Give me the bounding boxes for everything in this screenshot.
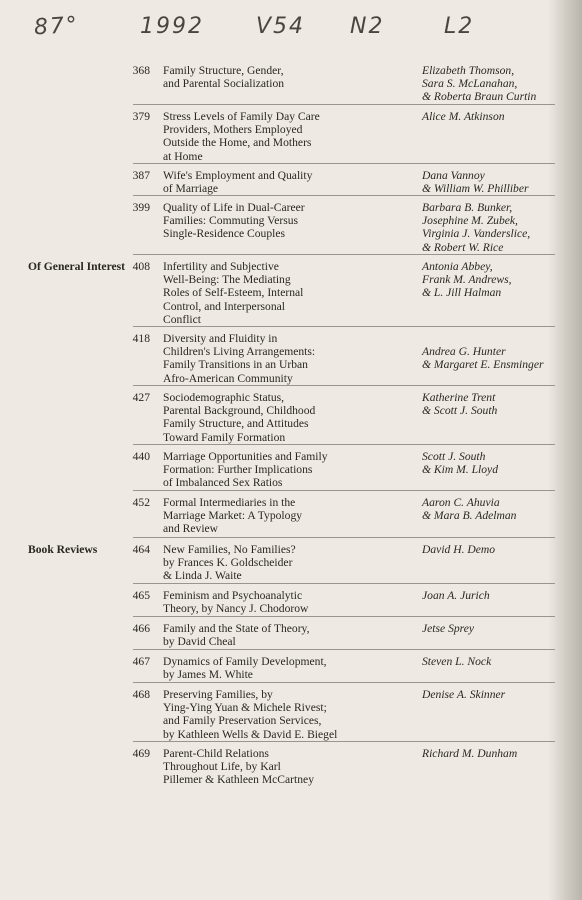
author-line: Richard M. Dunham (422, 747, 518, 760)
author-line: Dana Vannoy (422, 169, 485, 182)
article-authors (422, 622, 582, 635)
title-line: Conflict (163, 312, 201, 326)
title-line: Formal Intermediaries in the (163, 496, 296, 509)
author-line: David H. Demo (422, 543, 496, 556)
title-line: by Kathleen Wells & David E. Biegel (163, 727, 338, 741)
article-authors (422, 496, 582, 522)
page-number: 399 (132, 201, 150, 214)
page-number: 440 (132, 450, 150, 463)
title-line: of Imbalanced Sex Ratios (163, 476, 283, 490)
article-title (163, 622, 418, 648)
article-title (163, 747, 418, 787)
title-line: Preserving Families, by (163, 688, 273, 701)
article-authors (422, 169, 582, 195)
article-title (163, 543, 418, 583)
author-line: & Scott J. South (422, 404, 498, 418)
article-title (163, 332, 418, 385)
article-title (163, 391, 418, 444)
page-number: 408 (132, 260, 150, 273)
article-title (163, 169, 418, 195)
entry-divider (133, 490, 555, 491)
entry-divider (133, 583, 555, 584)
title-line: and Family Preservation Services, (163, 714, 322, 728)
article-title (163, 655, 418, 681)
title-line: Marriage Opportunities and Family (163, 450, 328, 463)
article-authors (422, 747, 582, 760)
title-line: Providers, Mothers Employed (163, 123, 303, 137)
page-number: 387 (132, 169, 150, 182)
title-line: Children's Living Arrangements: (163, 345, 316, 359)
author-line (422, 332, 582, 345)
section-heading: Of General Interest (28, 260, 126, 273)
article-authors (422, 110, 582, 123)
entry-divider (133, 195, 555, 196)
author-line: Andrea G. Hunter (422, 345, 506, 359)
title-line: Family Transitions in an Urban (163, 358, 308, 372)
title-line: New Families, No Families? (163, 543, 296, 556)
author-line: Virginia J. Vanderslice, (422, 227, 531, 241)
title-line: by James M. White (163, 668, 253, 682)
title-line: Family and the State of Theory, (163, 622, 310, 635)
author-line: Joan A. Jurich (422, 589, 490, 602)
title-line: and Review (163, 522, 219, 536)
title-line: Family Structure, and Attitudes (163, 417, 309, 431)
title-line: Sociodemographic Status, (163, 391, 285, 404)
handwritten-mark: N2 (350, 14, 385, 39)
entry-divider (133, 537, 555, 538)
entry-divider (133, 649, 555, 650)
page-number: 469 (132, 747, 150, 760)
title-line: Diversity and Fluidity in (163, 332, 278, 345)
title-line: Family Structure, Gender, (163, 64, 284, 77)
article-title (163, 201, 418, 241)
title-line: Roles of Self-Esteem, Internal (163, 286, 304, 300)
title-line: Parental Background, Childhood (163, 404, 316, 418)
title-line: by David Cheal (163, 635, 236, 649)
entry-divider (133, 741, 555, 742)
title-line: Feminism and Psychoanalytic (163, 589, 303, 602)
author-line: & Roberta Braun Curtin (422, 90, 537, 104)
page-number: 427 (132, 391, 150, 404)
entry-divider (133, 385, 555, 386)
entry-divider (133, 104, 555, 105)
title-line: Outside the Home, and Mothers (163, 136, 312, 150)
page-number: 468 (132, 688, 150, 701)
page-number: 418 (132, 332, 150, 345)
handwritten-mark: V54 (256, 14, 306, 39)
section-heading: Book Reviews (28, 543, 98, 556)
page-number: 465 (132, 589, 150, 602)
entry-divider (133, 682, 555, 683)
article-title (163, 589, 418, 615)
title-line: Afro-American Community (163, 371, 293, 385)
author-line: Barbara B. Bunker, (422, 201, 513, 214)
page-number: 368 (132, 64, 150, 77)
author-line: & Mara B. Adelman (422, 509, 517, 523)
author-line: & L. Jill Halman (422, 286, 502, 300)
title-line: & Linda J. Waite (163, 569, 242, 583)
entry-divider (133, 254, 555, 255)
author-line: Denise A. Skinner (422, 688, 506, 701)
article-authors (422, 655, 582, 668)
author-line: Scott J. South (422, 450, 486, 463)
article-authors (422, 260, 582, 300)
article-authors (422, 64, 582, 104)
page-number: 452 (132, 496, 150, 509)
title-line: Pillemer & Kathleen McCartney (163, 773, 314, 787)
author-line: Antonia Abbey, (422, 260, 493, 273)
title-line: Wife's Employment and Quality (163, 169, 313, 182)
title-line: Families: Commuting Versus (163, 214, 299, 228)
author-line: Sara S. McLanahan, (422, 77, 518, 91)
title-line: Formation: Further Implications (163, 463, 313, 477)
article-title (163, 688, 418, 741)
title-line: Well-Being: The Mediating (163, 273, 291, 287)
title-line: Parent-Child Relations (163, 747, 269, 760)
author-line: Frank M. Andrews, (422, 273, 512, 287)
title-line: and Parental Socialization (163, 77, 285, 91)
entry-divider (133, 326, 555, 327)
page-number: 467 (132, 655, 150, 668)
author-line: Steven L. Nock (422, 655, 492, 668)
article-authors (422, 201, 582, 254)
title-line: at Home (163, 149, 203, 163)
title-line: Dynamics of Family Development, (163, 655, 327, 668)
title-line: Marriage Market: A Typology (163, 509, 303, 523)
title-line: of Marriage (163, 182, 219, 196)
title-line: Single-Residence Couples (163, 227, 286, 241)
author-line: & Kim M. Lloyd (422, 463, 499, 477)
title-line: Quality of Life in Dual-Career (163, 201, 305, 214)
article-authors (422, 589, 582, 602)
article-title (163, 110, 418, 163)
author-line: Alice M. Atkinson (422, 110, 505, 123)
author-line: Aaron C. Ahuvia (422, 496, 500, 509)
entry-divider (133, 616, 555, 617)
page-number: 466 (132, 622, 150, 635)
title-line: Theory, by Nancy J. Chodorow (163, 602, 309, 616)
title-line: Throughout Life, by Karl (163, 760, 281, 774)
title-line: by Frances K. Goldscheider (163, 556, 293, 570)
entry-divider (133, 444, 555, 445)
title-line: Control, and Interpersonal (163, 299, 286, 313)
page-number: 379 (132, 110, 150, 123)
article-authors (422, 332, 582, 372)
handwritten-mark: 1992 (140, 14, 204, 39)
author-line: & William W. Philliber (422, 182, 529, 196)
article-title (163, 450, 418, 490)
author-line: Elizabeth Thomson, (422, 64, 515, 77)
author-line: Jetse Sprey (422, 622, 475, 635)
author-line: Josephine M. Zubek, (422, 214, 518, 228)
page-number: 464 (132, 543, 150, 556)
article-authors (422, 688, 582, 701)
author-line: Katherine Trent (422, 391, 496, 404)
entry-divider (133, 163, 555, 164)
handwritten-mark: L2 (444, 14, 475, 39)
article-title (163, 496, 418, 536)
article-authors (422, 391, 582, 417)
title-line: Stress Levels of Family Day Care (163, 110, 320, 123)
article-authors (422, 450, 582, 476)
author-line: & Robert W. Rice (422, 240, 504, 254)
article-title (163, 260, 418, 326)
article-authors (422, 543, 582, 556)
title-line: Ying-Ying Yuan & Michele Rivest; (163, 701, 327, 715)
handwritten-mark: 87° (33, 12, 80, 41)
author-line: & Margaret E. Ensminger (422, 358, 544, 372)
article-title (163, 64, 418, 90)
title-line: Toward Family Formation (163, 430, 286, 444)
title-line: Infertility and Subjective (163, 260, 279, 273)
